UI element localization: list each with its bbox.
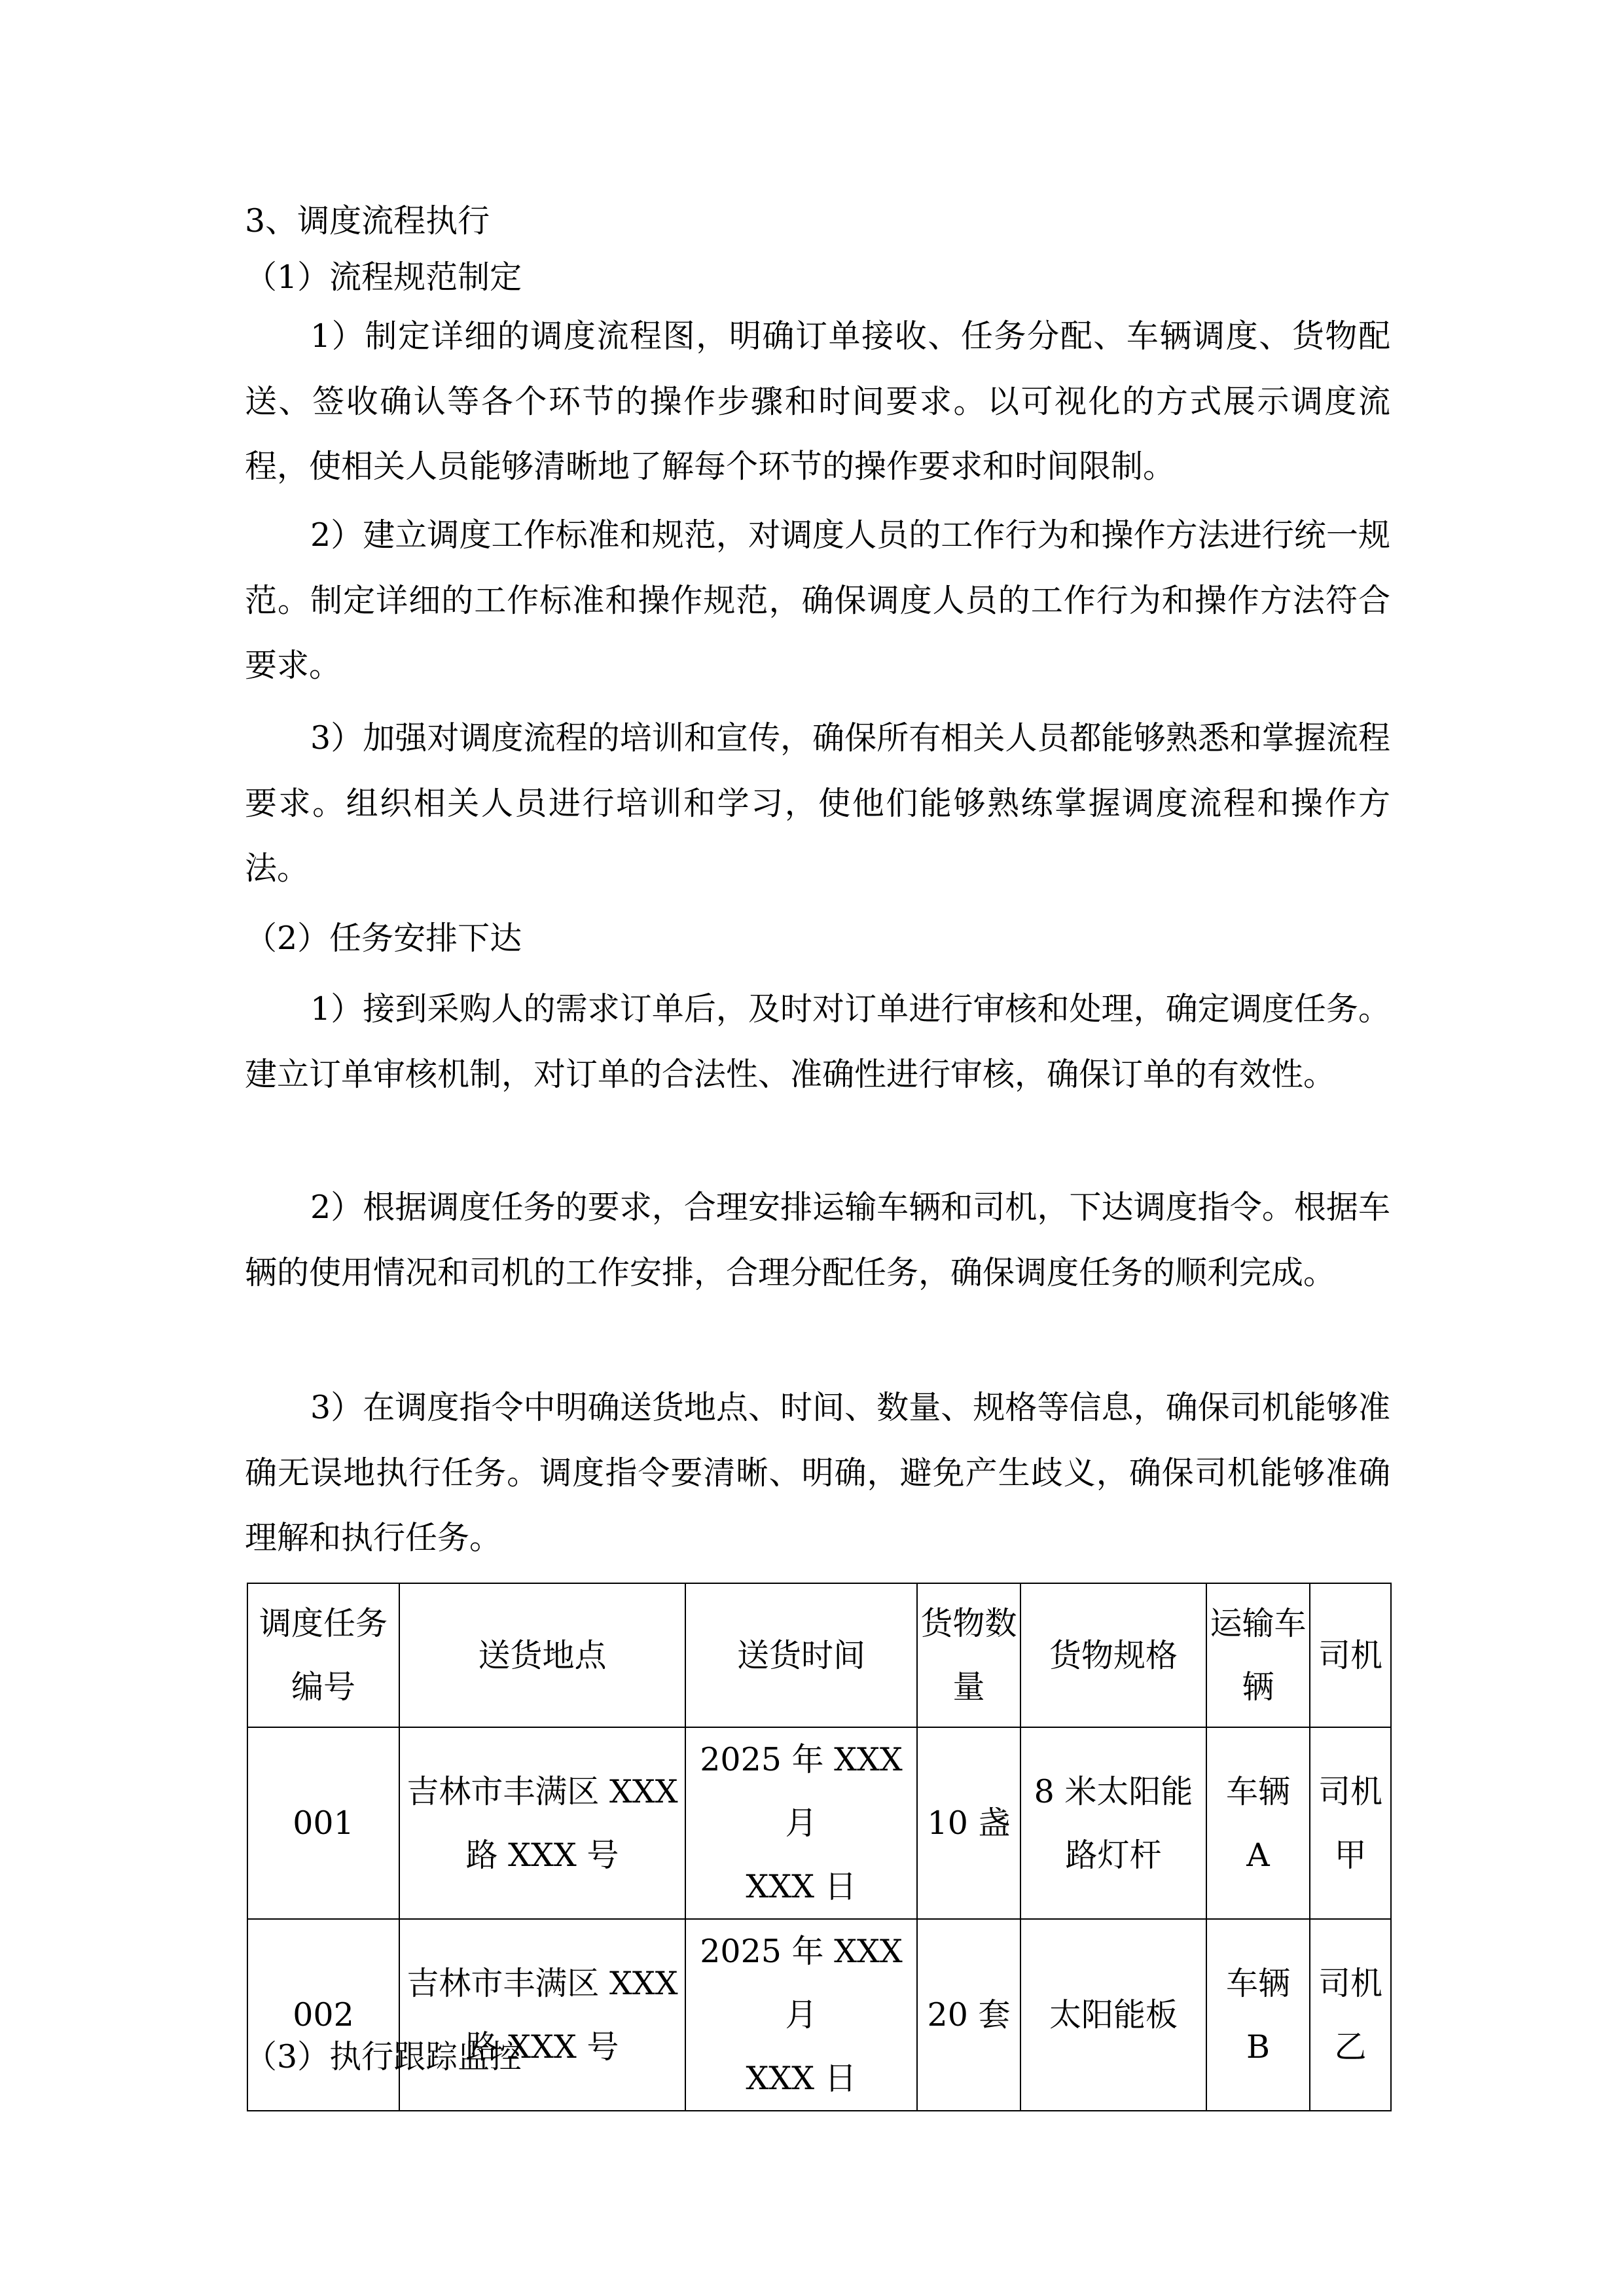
table-cell: 车辆 A [1206, 1727, 1310, 1919]
table-cell: 吉林市丰满区 XXX 路 XXX 号 [399, 1727, 685, 1919]
subsection-title: （2）任务安排下达 [245, 920, 522, 957]
table-header-row [247, 1583, 1391, 1727]
paragraph: 3）在调度指令中明确送货地点、时间、数量、规格等信息，确保司机能够准确无误地执行任务。调度指令要清晰、明确，避免产生歧义，确保司机能够准确理解和执行任务。 [245, 1389, 1390, 1556]
table-cell: 10 盏 [917, 1727, 1020, 1919]
paragraph: 1）制定详细的调度流程图，明确订单接收、任务分配、车辆调度、货物配送、签收确认等各个环节的操作步骤和时间要求。以可视化的方式展示调度流程，使相关人员能够清晰地了解每个环节的操作要求和时间限制。 [245, 317, 1390, 485]
header-cell: 调度任务 编号 [247, 1583, 399, 1727]
table-row [247, 1727, 1391, 1919]
paragraph: 3）加强对调度流程的培训和宣传，确保所有相关人员都能够熟悉和掌握流程要求。组织相关人员进行培训和学习，使他们能够熟练掌握调度流程和操作方法。 [245, 719, 1390, 887]
header-cell: 送货时间 [685, 1583, 917, 1727]
table-cell: 002 [247, 1919, 399, 2111]
header-cell: 货物规格 [1020, 1583, 1206, 1727]
subsection-title: （1）流程规范制定 [245, 259, 522, 296]
table-cell: 车辆 B [1206, 1919, 1310, 2111]
table-cell: 2025 年 XXX 月 XXX 日 [685, 1727, 917, 1919]
table-cell: 吉林市丰满区 XXX 路 XXX 号 [399, 1919, 685, 2111]
table-cell: 20 套 [917, 1919, 1020, 2111]
paragraph: 1）接到采购人的需求订单后，及时对订单进行审核和处理，确定调度任务。建立订单审核机制，对订单的合法性、准确性进行审核，确保订单的有效性。 [245, 990, 1390, 1093]
paragraph: 2）根据调度任务的要求，合理安排运输车辆和司机，下达调度指令。根据车辆的使用情况和司机的工作安排，合理分配任务，确保调度任务的顺利完成。 [245, 1189, 1390, 1291]
table-cell: 司机 乙 [1310, 1919, 1391, 2111]
table-cell: 001 [247, 1727, 399, 1919]
table-cell: 太阳能板 [1020, 1919, 1206, 2111]
header-cell: 送货地点 [399, 1583, 685, 1727]
table-cell: 8 米太阳能 路灯杆 [1020, 1727, 1206, 1919]
paragraph: 2）建立调度工作标准和规范，对调度人员的工作行为和操作方法进行统一规范。制定详细的工作标准和操作规范，确保调度人员的工作行为和操作方法符合要求。 [245, 516, 1390, 684]
section-title: 3、调度流程执行 [245, 202, 490, 240]
header-cell: 运输车 辆 [1206, 1583, 1310, 1727]
header-cell: 司机 [1310, 1583, 1391, 1727]
subsection-title: （3）执行跟踪监控 [245, 2038, 522, 2075]
header-cell: 货物数 量 [917, 1583, 1020, 1727]
table-cell: 2025 年 XXX 月 XXX 日 [685, 1919, 917, 2111]
table-cell: 司机 甲 [1310, 1727, 1391, 1919]
